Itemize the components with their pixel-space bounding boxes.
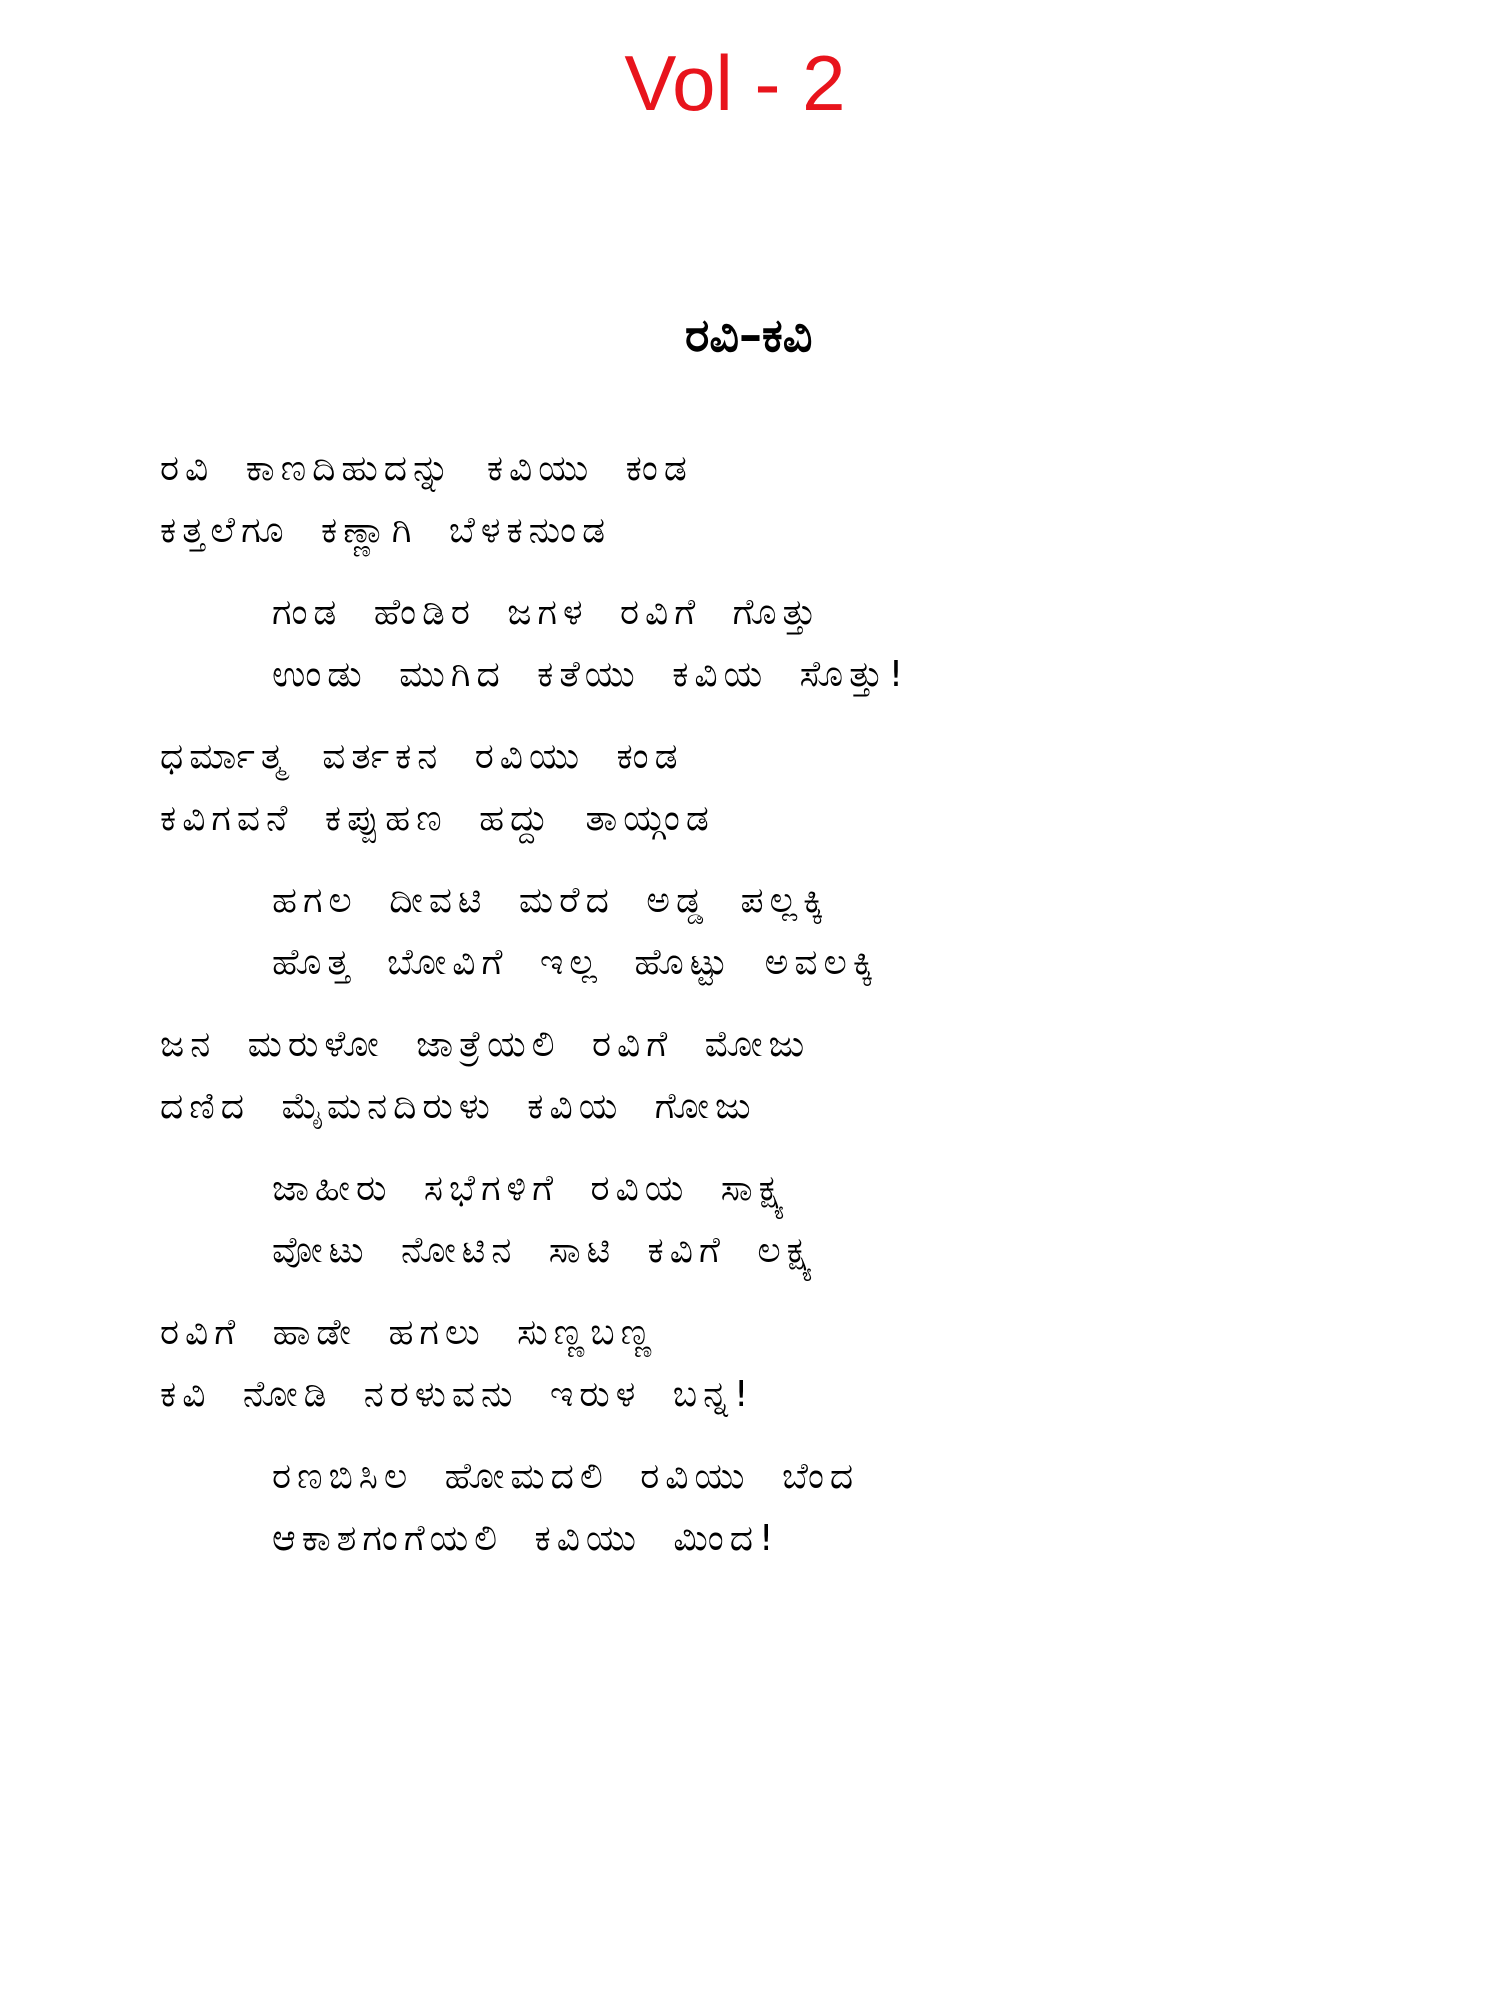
poem-line: ಹಗಲ ದೀವಟಿ ಮರೆದ ಅಡ್ಡ ಪಲ್ಲಕ್ಕಿ (272, 880, 830, 921)
stanza-8 (272, 1446, 1360, 1570)
poem-line: ರವಿಗೆ ಹಾಡೇ ಹಗಲು ಸುಣ್ಣಬಣ್ಣ (160, 1312, 658, 1353)
poem-line: ದಣಿದ ಮೈಮನದಿರುಳು ಕವಿಯ ಗೋಜು (160, 1086, 757, 1127)
poem-line: ಆಕಾಶಗಂಗೆಯಲಿ ಕವಿಯು ಮಿಂದ! (272, 1518, 780, 1559)
volume-label: Vol - 2 (624, 39, 846, 127)
stanza-4 (272, 870, 1360, 994)
poem-line: ಕವಿಗವನೆ ಕಪ್ಪುಹಣ ಹದ್ದು ತಾಯ್ಗಂಡ (160, 798, 715, 839)
stanza-7 (160, 1302, 1360, 1426)
poem-line: ಕವಿ ನೋಡಿ ನರಳುವನು ಇರುಳ ಬನ್ನ! (160, 1374, 755, 1415)
poem-line: ಜನ ಮರುಳೋ ಜಾತ್ರೆಯಲಿ ರವಿಗೆ ಮೋಜು (160, 1024, 811, 1065)
poem-body (160, 438, 1360, 1590)
poem-title: ರವಿ–ಕವಿ (685, 308, 813, 362)
poem-line: ಉಂಡು ಮುಗಿದ ಕತೆಯು ಕವಿಯ ಸೊತ್ತು! (272, 654, 910, 695)
poem-line: ವೋಟು ನೋಟಿನ ಸಾಟಿ ಕವಿಗೆ ಲಕ್ಷ್ಯ (272, 1230, 819, 1271)
poem-line: ಹೊತ್ತ ಬೋವಿಗೆ ಇಲ್ಲ ಹೊಟ್ಟು ಅವಲಕ್ಕಿ (272, 942, 880, 983)
stanza-2 (272, 582, 1360, 706)
stanza-6 (272, 1158, 1360, 1282)
poem-line: ಗಂಡ ಹೆಂಡಿರ ಜಗಳ ರವಿಗೆ ಗೊತ್ತು (272, 592, 823, 633)
poem-line: ಜಾಹೀರು ಸಭೆಗಳಿಗೆ ರವಿಯ ಸಾಕ್ಷ್ಯ (272, 1168, 791, 1209)
poem-line: ಕತ್ತಲೆಗೂ ಕಣ್ಣಾಗಿ ಬೆಳಕನುಂಡ (160, 510, 612, 551)
poem-line: ಧರ್ಮಾತ್ಮ ವರ್ತಕನ ರವಿಯು ಕಂಡ (160, 736, 684, 777)
stanza-5 (160, 1014, 1360, 1138)
stanza-3 (160, 726, 1360, 850)
stanza-1 (160, 438, 1360, 562)
poem-line: ರವಿ ಕಾಣದಿಹುದನ್ನು ಕವಿಯು ಕಂಡ (160, 448, 693, 489)
poem-line: ರಣಬಿಸಿಲ ಹೋಮದಲಿ ರವಿಯು ಬೆಂದ (272, 1456, 860, 1497)
